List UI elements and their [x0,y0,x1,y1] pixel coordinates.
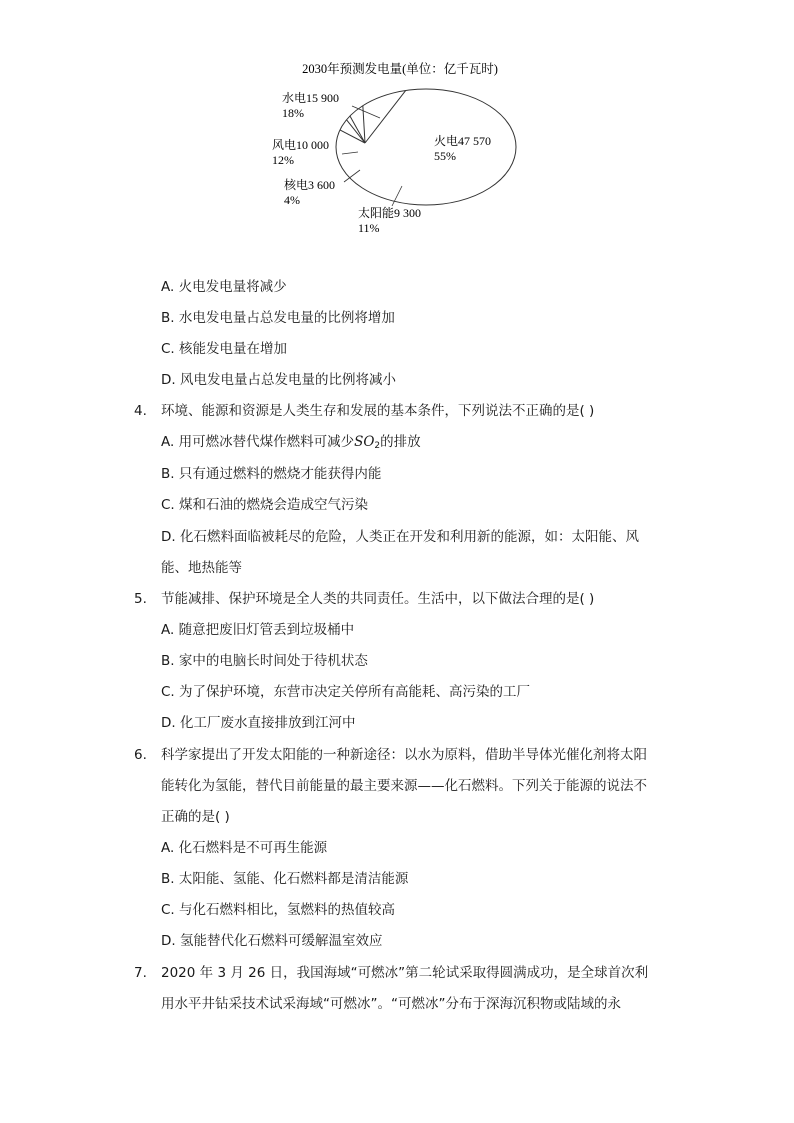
pie-chart [260,58,540,243]
label-thermal-percent: 55% [434,149,456,163]
q6-stem-line2: 能转化为氢能，替代目前能量的最主要来源——化石燃料。下列关于能源的说法不 [161,778,647,794]
q3-option-d: D. 风电发电量占总发电量的比例将减小 [161,372,396,388]
q6-option-d: D. 氢能替代化石燃料可缓解温室效应 [161,933,383,949]
pie-chart-svg [260,58,540,243]
q4-option-b: B. 只有通过燃料的燃烧才能获得内能 [161,466,382,482]
label-hydro-value: 水电15 900 [282,91,340,105]
so2-subscript: 2 [374,441,381,451]
q3-option-a: A. 火电发电量将减少 [161,279,287,295]
q4-option-d-line1: D. 化石燃料面临被耗尽的危险，人类正在开发和利用新的能源，如：太阳能、风 [161,529,639,545]
chart-title: 2030年预测发电量(单位：亿千瓦时) [302,62,498,76]
leader-wind [342,152,358,154]
q6-option-a: A. 化石燃料是不可再生能源 [161,840,328,856]
q5-number: 5. [134,591,147,607]
q7-stem-line1: 2020 年 3 月 26 日，我国海域“可燃冰”第二轮试采取得圆满成功，是全球首次利 [161,965,649,981]
q7-number: 7. [134,965,147,981]
q3-option-c: C. 核能发电量在增加 [161,341,288,357]
slice-boundary-thermal-hydro [365,90,406,143]
q6-number: 6. [134,747,147,763]
label-solar-percent: 11% [358,221,380,235]
q7-stem-line2: 用水平井钻采技术试采海域“可燃冰”。“可燃冰”分布于深海沉积物或陆域的永 [161,996,621,1012]
q4-option-d-line2: 能、地热能等 [161,560,242,576]
q5-option-d: D. 化工厂废水直接排放到江河中 [161,715,356,731]
q5-stem: 节能减排、保护环境是全人类的共同责任。生活中，以下做法合理的是( ) [161,591,595,607]
label-nuclear-percent: 4% [284,193,300,207]
leader-hydro [352,106,380,118]
q4-option-c: C. 煤和石油的燃烧会造成空气污染 [161,497,369,513]
label-hydro-percent: 18% [282,106,304,120]
q4-option-a: A. 用可燃冰替代煤作燃料可减少$SO_2$的排放 [161,434,421,451]
q6-stem-line3: 正确的是( ) [161,809,230,825]
label-thermal-value: 火电47 570 [434,134,492,148]
label-solar-value: 太阳能9 300 [358,206,422,220]
q6-option-b: B. 太阳能、氢能、化石燃料都是清洁能源 [161,871,409,887]
so2-formula: SO [354,434,375,450]
label-nuclear-value: 核电3 600 [284,178,336,192]
label-wind-value: 风电10 000 [272,138,330,152]
slice-boundary-nuclear-solar [346,120,365,143]
q6-stem-line1: 科学家提出了开发太阳能的一种新途径：以水为原料，借助半导体光催化剂将太阳 [161,747,647,763]
q5-option-a: A. 随意把废旧灯管丢到垃圾桶中 [161,622,355,638]
q6-option-c: C. 与化石燃料相比，氢燃料的热值较高 [161,902,396,918]
q4-stem: 环境、能源和资源是人类生存和发展的基本条件，下列说法不正确的是( ) [161,403,595,419]
q5-option-c: C. 为了保护环境，东营市决定关停所有高能耗、高污染的工厂 [161,684,531,700]
q4-number: 4. [134,403,147,419]
label-wind-percent: 12% [272,153,294,167]
q3-option-b: B. 水电发电量占总发电量的比例将增加 [161,310,395,326]
q5-option-b: B. 家中的电脑长时间处于待机状态 [161,653,368,669]
